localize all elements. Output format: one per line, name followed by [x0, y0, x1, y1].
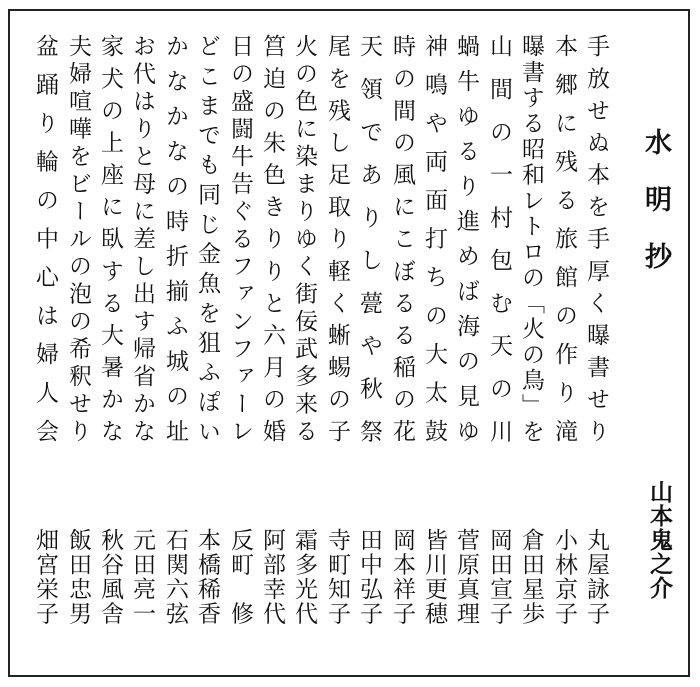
haiku-author: 元田亮一	[129, 528, 155, 626]
haiku-text: 天領でありし甍や秋祭	[356, 34, 382, 462]
haiku-author: 飯田忠男	[65, 528, 91, 626]
haiku-text: どこまでも同じ金魚を狙ふぽい	[194, 34, 220, 449]
haiku-author: 畑宮栄子	[32, 528, 58, 626]
haiku-author: 本橋稀香	[194, 528, 220, 626]
selector-name: 山本鬼之介	[646, 480, 672, 600]
haiku-author: 丸屋詠子	[583, 528, 609, 626]
haiku-author: 小林京子	[551, 528, 577, 626]
haiku-text: 尾を残し足取り軽く蜥蜴の子	[324, 34, 350, 452]
haiku-author: 石関六弦	[162, 528, 188, 626]
haiku-text: 火の色に染まりゆく街佞武多来る	[291, 34, 317, 447]
haiku-author: 反町 修	[227, 528, 253, 626]
haiku-text: 蝸牛ゆるり進めば海の見ゆ	[453, 34, 479, 454]
haiku-text: 本郷に残る旅館の作り滝	[551, 34, 577, 458]
haiku-text: 手放せぬ本を手厚く曝書せり	[583, 34, 609, 452]
haiku-author: 阿部幸代	[259, 528, 285, 626]
haiku-text: 神鳴や両面打ちの大太鼓	[421, 34, 447, 458]
section-title: 水明抄	[640, 128, 671, 299]
haiku-author: 倉田星歩	[518, 528, 544, 626]
haiku-author: 菅原真理	[453, 528, 479, 626]
haiku-author: 岡田宣子	[486, 528, 512, 626]
haiku-text: 日の盛闘牛告ぐるファンファーレ	[227, 34, 253, 447]
haiku-text: 山間の一村包む天の川	[486, 34, 512, 462]
haiku-author: 岡本祥子	[389, 528, 415, 626]
haiku-author: 秋谷風舎	[97, 528, 123, 626]
haiku-text: 時の間の風にこぼるる稲の花	[389, 34, 415, 452]
haiku-text: 夫婦喧嘩をビールの泡の希釈せり	[65, 34, 91, 447]
haiku-text: 家犬の上座に臥する大暑かな	[97, 34, 123, 452]
haiku-text: 筥迫の朱色きりりと六月の婚	[259, 34, 285, 452]
haiku-author: 皆川更穂	[421, 528, 447, 626]
haiku-author: 寺町知子	[324, 528, 350, 626]
haiku-author: 霜多光代	[291, 528, 317, 626]
haiku-text: 曝書する昭和レトロの「火の鳥」を	[518, 34, 544, 445]
haiku-text: 盆踊り輪の中心は婦人会	[32, 34, 58, 458]
haiku-text: かなかなの時折揃ふ城の址	[162, 34, 188, 454]
haiku-text: お代はりと母に差し出す帰省かな	[129, 34, 155, 447]
haiku-author: 田中弘子	[356, 528, 382, 626]
